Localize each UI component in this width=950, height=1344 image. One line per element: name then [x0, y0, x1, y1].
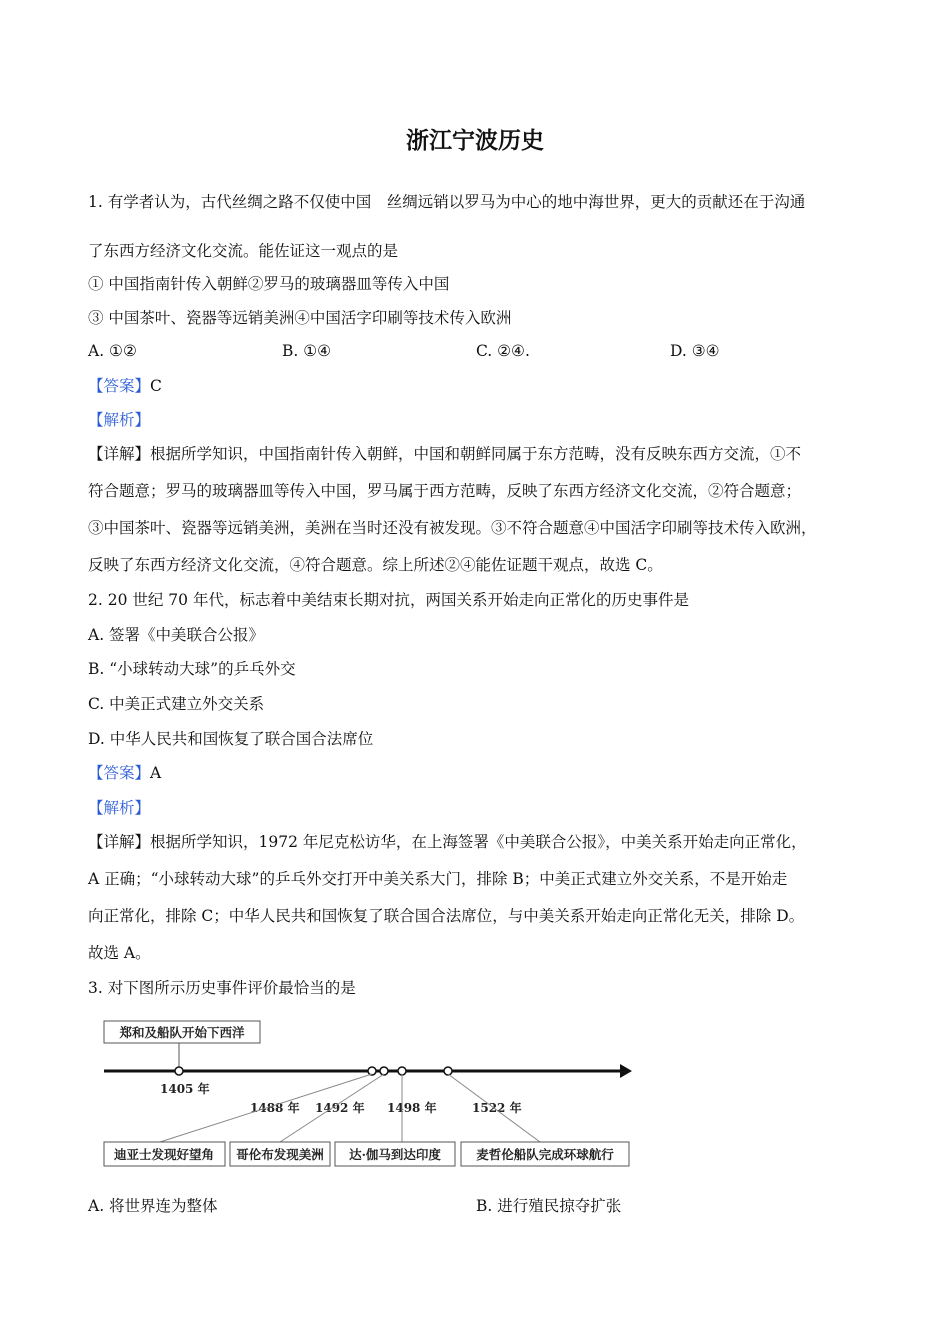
detail-text: 根据所学知识，1972 年尼克松访华，在上海签署《中美联合公报》，中美关系开始走向正常化，	[150, 833, 807, 851]
q1-detail-line1	[88, 444, 801, 464]
q3-option-a: A. 将世界连为整体	[88, 1197, 218, 1215]
q2-detail-line4: 故选 A。	[88, 944, 151, 962]
q1-option-d: D. ③④	[670, 342, 720, 360]
event-columbus-label: 哥伦布发现美洲	[236, 1147, 324, 1162]
year-1522-label: 1522 年	[472, 1101, 522, 1115]
q1-stem-line1: 1. 有学者认为，古代丝绸之路不仅使中国 丝绸远销以罗马为中心的地中海世界，更大的贡献还在于沟通	[88, 193, 806, 211]
page-title: 浙江宁波历史	[406, 128, 544, 154]
year-1498-label: 1498 年	[387, 1101, 437, 1115]
q1-stem-line2: 了东西方经济文化交流。能佐证这一观点的是	[88, 242, 399, 260]
year-1488-label: 1488 年	[250, 1101, 300, 1115]
q2-answer	[88, 763, 161, 783]
q1-detail-line4: 反映了东西方经济文化交流，④符合题意。综上所述②④能佐证题干观点，故选 C。	[88, 556, 663, 574]
q1-detail-line2: 符合题意；罗马的玻璃器皿等传入中国，罗马属于西方范畴，反映了东西方经济文化交流，②符合题意；	[88, 482, 802, 500]
q2-option-c: C. 中美正式建立外交关系	[88, 695, 265, 713]
timeline-arrow-icon	[620, 1064, 632, 1078]
event-gama-label: 达·伽马到达印度	[349, 1147, 441, 1162]
q3-stem: 3. 对下图所示历史事件评价最恰当的是	[88, 979, 356, 997]
q1-option-c: C. ②④.	[476, 342, 530, 360]
q2-detail-line3: 向正常化，排除 C；中华人民共和国恢复了联合国合法席位，与中美关系开始走向正常化无关，排除 D。	[88, 907, 805, 925]
q1-option-b: B. ①④	[282, 342, 332, 360]
q2-analysis-label: 【解析】	[88, 799, 151, 817]
point-1498	[398, 1067, 406, 1075]
detail-label: 【详解】	[88, 445, 151, 463]
answer-value: C	[150, 377, 162, 395]
detail-text: 根据所学知识，中国指南针传入朝鲜，中国和朝鲜同属于东方范畴，没有反映东西方交流，①不	[150, 445, 802, 463]
detail-label: 【详解】	[88, 833, 151, 851]
q1-detail-line3: ③中国茶叶、瓷器等远销美洲，美洲在当时还没有被发现。③不符合题意④中国活字印刷等技术传入欧洲，	[88, 519, 817, 537]
q1-answer	[88, 376, 162, 396]
q2-detail-line2: A 正确；“小球转动大球”的乒乓外交打开中美关系大门，排除 B；中美正式建立外交关系，不是开始走	[88, 870, 788, 888]
q1-option-a: A. ①②	[88, 342, 137, 360]
q1-statement-1: ① 中国指南针传入朝鲜②罗马的玻璃器皿等传入中国	[88, 275, 450, 293]
year-1492-label: 1492 年	[315, 1101, 365, 1115]
point-1405	[175, 1067, 183, 1075]
point-1492	[380, 1067, 388, 1075]
q2-stem: 2. 20 世纪 70 年代，标志着中美结束长期对抗，两国关系开始走向正常化的历史事件是	[88, 591, 689, 609]
connector-1522	[448, 1074, 540, 1142]
answer-value: A	[150, 764, 162, 782]
point-1522	[444, 1067, 452, 1075]
point-1488	[368, 1067, 376, 1075]
q3-timeline-figure	[100, 1018, 640, 1173]
q2-option-a: A. 签署《中美联合公报》	[88, 626, 265, 644]
q2-detail-line1	[88, 832, 807, 852]
q1-statement-2: ③ 中国茶叶、瓷器等远销美洲④中国活字印刷等技术传入欧洲	[88, 309, 512, 327]
q2-option-b: B. “小球转动大球”的乒乓外交	[88, 660, 296, 678]
answer-label: 【答案】	[88, 377, 151, 395]
year-1405-label: 1405 年	[160, 1082, 210, 1096]
q2-option-d: D. 中华人民共和国恢复了联合国合法席位	[88, 730, 374, 748]
event-magellan-label: 麦哲伦船队完成环球航行	[476, 1147, 614, 1162]
q1-analysis-label: 【解析】	[88, 411, 151, 429]
answer-label: 【答案】	[88, 764, 151, 782]
q3-option-b: B. 进行殖民掠夺扩张	[476, 1197, 622, 1215]
event-dias-label: 迪亚士发现好望角	[113, 1147, 215, 1162]
top-event-label: 郑和及船队开始下西洋	[119, 1025, 245, 1040]
